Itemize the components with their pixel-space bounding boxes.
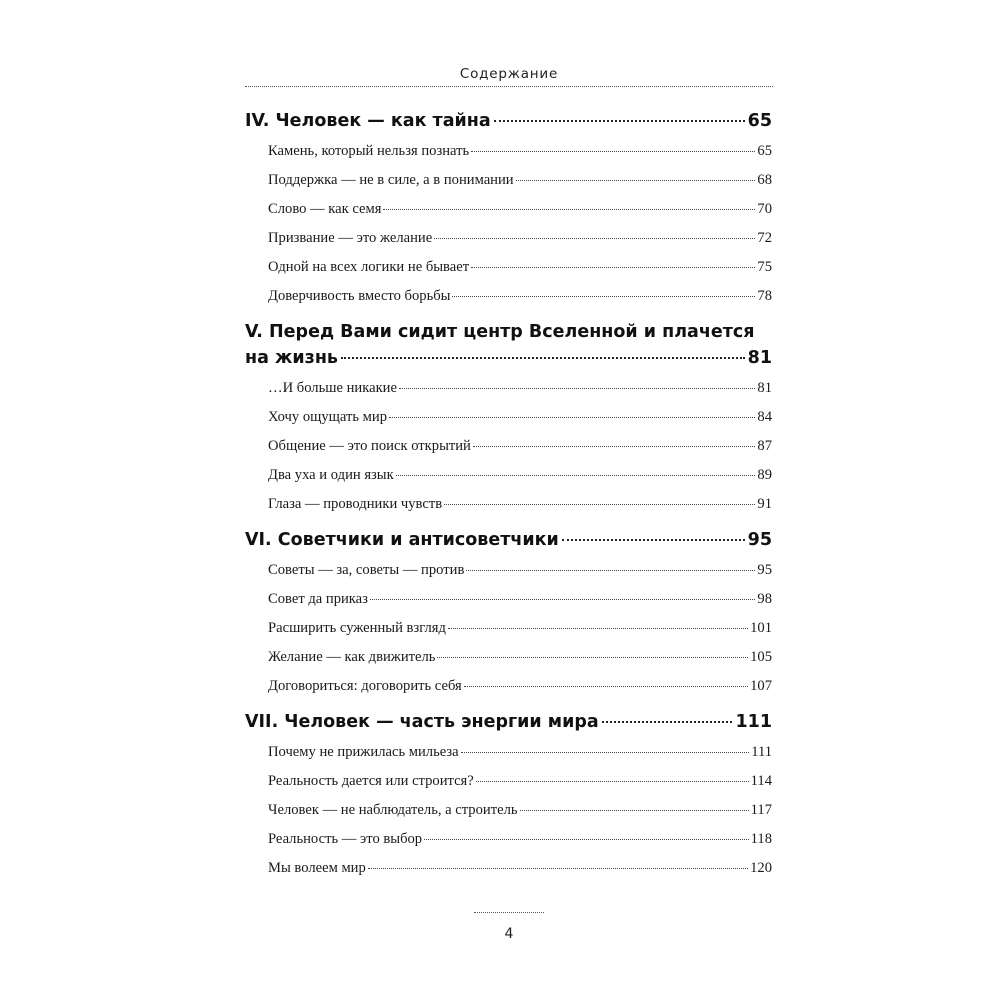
dot-leader	[389, 417, 755, 418]
entry-title: Реальность дается или строится?	[268, 773, 474, 789]
toc-section-vi	[245, 527, 772, 701]
dot-leader	[471, 151, 755, 152]
chapter-page-number: 81	[747, 348, 772, 368]
dot-leader	[471, 267, 755, 268]
entry-page-number: 105	[750, 649, 772, 665]
entry-title: Человек — не наблюдатель, а строитель	[268, 802, 518, 818]
chapter-title: VI. Советчики и антисоветчики	[245, 530, 559, 550]
entry-page-number: 87	[757, 438, 772, 454]
dot-leader	[448, 628, 748, 629]
running-header: Содержание	[459, 66, 559, 82]
toc-entry[interactable]	[268, 374, 772, 403]
entry-page-number: 78	[757, 288, 772, 304]
chapter-title-line-1: V. Перед Вами сидит центр Вселенной и плачется	[245, 322, 755, 342]
entry-title: …И больше никакие	[268, 380, 397, 396]
entry-page-number: 89	[757, 467, 772, 483]
entry-page-number: 117	[750, 802, 772, 818]
toc-entry[interactable]	[268, 614, 772, 643]
entry-title: Мы волеем мир	[268, 860, 366, 876]
footer-dotted-rule	[474, 912, 544, 913]
dot-leader	[341, 357, 745, 359]
entry-page-number: 95	[757, 562, 772, 578]
dot-leader	[424, 839, 749, 840]
dot-leader	[444, 504, 755, 505]
chapter-title: IV. Человек — как тайна	[245, 111, 491, 131]
toc-entry[interactable]	[268, 224, 772, 253]
entry-title: Два уха и один язык	[268, 467, 394, 483]
entry-page-number: 70	[757, 201, 772, 217]
toc-entry[interactable]	[268, 432, 772, 461]
toc-entry[interactable]	[268, 253, 772, 282]
toc-entry[interactable]	[268, 490, 772, 519]
entry-page-number: 101	[750, 620, 772, 636]
toc-chapter-heading[interactable]	[245, 527, 772, 553]
toc-entry[interactable]	[268, 767, 772, 796]
entry-title: Договориться: договорить себя	[268, 678, 462, 694]
entry-page-number: 114	[750, 773, 772, 789]
toc-entry[interactable]	[268, 825, 772, 854]
toc-section-v	[245, 319, 772, 519]
entry-page-number: 68	[757, 172, 772, 188]
dot-leader	[466, 570, 755, 571]
chapter-title-line-2: на жизнь	[245, 348, 338, 368]
toc-entry[interactable]	[268, 672, 772, 701]
table-of-contents	[245, 108, 772, 883]
dot-leader	[396, 475, 756, 476]
toc-chapter-heading[interactable]	[245, 319, 772, 371]
entry-page-number: 75	[757, 259, 772, 275]
dot-leader	[494, 120, 745, 122]
entry-title: Желание — как движитель	[268, 649, 436, 665]
entry-title: Реальность — это выбор	[268, 831, 423, 847]
entry-page-number: 107	[750, 678, 772, 694]
entry-title: Слово — как семя	[268, 201, 382, 217]
dot-leader	[562, 539, 745, 541]
toc-section-iv	[245, 108, 772, 311]
toc-entry[interactable]	[268, 796, 772, 825]
dot-leader	[370, 599, 755, 600]
toc-section-vii	[245, 709, 772, 883]
entry-title: Доверчивость вместо борьбы	[268, 288, 451, 304]
entry-title: Советы — за, советы — против	[268, 562, 465, 578]
chapter-page-number: 111	[735, 712, 772, 732]
dot-leader	[437, 657, 748, 658]
entry-page-number: 91	[757, 496, 772, 512]
toc-entry[interactable]	[268, 137, 772, 166]
chapter-title: VII. Человек — часть энергии мира	[245, 712, 599, 732]
entry-title: Совет да приказ	[268, 591, 368, 607]
header-dotted-rule	[245, 86, 773, 87]
dot-leader	[434, 238, 755, 239]
dot-leader	[520, 810, 749, 811]
entry-page-number: 118	[750, 831, 772, 847]
dot-leader	[383, 209, 755, 210]
dot-leader	[602, 721, 733, 723]
chapter-page-number: 65	[747, 111, 772, 131]
toc-entry[interactable]	[268, 854, 772, 883]
entry-title: Почему не прижилась мильеза	[268, 744, 459, 760]
entry-page-number: 84	[757, 409, 772, 425]
dot-leader	[473, 446, 756, 447]
entry-page-number: 81	[757, 380, 772, 396]
entry-title: Камень, который нельзя познать	[268, 143, 470, 159]
dot-leader	[461, 752, 750, 753]
entry-title: Призвание — это желание	[268, 230, 433, 246]
entry-title: Глаза — проводники чувств	[268, 496, 443, 512]
toc-chapter-heading[interactable]	[245, 108, 772, 134]
toc-entry[interactable]	[268, 556, 772, 585]
chapter-page-number: 95	[747, 530, 772, 550]
dot-leader	[368, 868, 748, 869]
toc-entry[interactable]	[268, 166, 772, 195]
toc-entry[interactable]	[268, 738, 772, 767]
entry-title: Хочу ощущать мир	[268, 409, 388, 425]
dot-leader	[516, 180, 756, 181]
entry-page-number: 98	[757, 591, 772, 607]
entry-page-number: 72	[757, 230, 772, 246]
toc-entry[interactable]	[268, 195, 772, 224]
entry-page-number: 120	[750, 860, 772, 876]
toc-chapter-heading[interactable]	[245, 709, 772, 735]
entry-title: Расширить суженный взгляд	[268, 620, 446, 636]
entry-page-number: 111	[751, 744, 772, 760]
entry-title: Общение — это поиск открытий	[268, 438, 471, 454]
toc-entry[interactable]	[268, 585, 772, 614]
dot-leader	[399, 388, 755, 389]
toc-entry[interactable]	[268, 282, 772, 311]
toc-entry[interactable]	[268, 643, 772, 672]
toc-entry[interactable]	[268, 461, 772, 490]
entry-title: Одной на всех логики не бывает	[268, 259, 470, 275]
toc-entry[interactable]	[268, 403, 772, 432]
dot-leader	[476, 781, 749, 782]
dot-leader	[452, 296, 755, 297]
entry-title: Поддержка — не в силе, а в понимании	[268, 172, 514, 188]
entry-page-number: 65	[757, 143, 772, 159]
page-number: 4	[504, 926, 514, 942]
dot-leader	[464, 686, 748, 687]
